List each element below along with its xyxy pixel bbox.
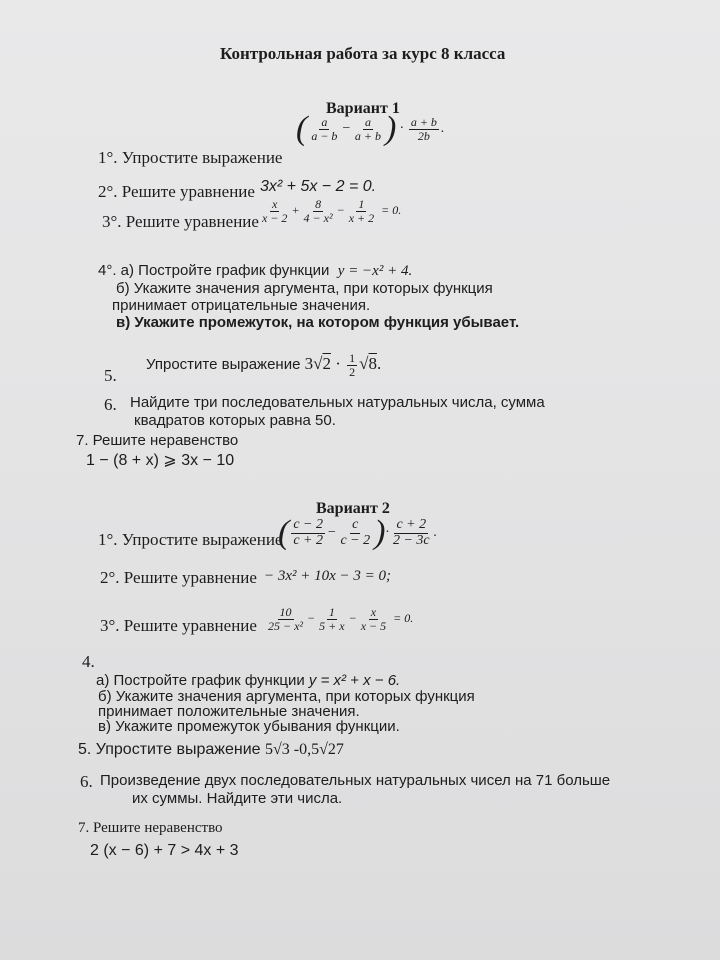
- v1-q6-line1: Найдите три последовательных натуральных числа, сумма: [130, 394, 545, 411]
- v1-q1-label: 1°. Упростите выражение: [98, 148, 283, 167]
- v1-q4-c: в) Укажите промежуток, на котором функция убывает.: [116, 314, 520, 331]
- v1-q6-number: 6.: [104, 395, 117, 414]
- v2-q4-b-line2: принимает положительные значения.: [98, 703, 360, 720]
- v1-q4-a: 4°. а) Постройте график функции y = −x² + 4.: [98, 262, 413, 279]
- variant-1-heading: Вариант 1: [326, 100, 400, 117]
- page-title: Контрольная работа за курс 8 класса: [220, 44, 506, 63]
- v2-q6-line2: их суммы. Найдите эти числа.: [132, 790, 343, 807]
- v2-q3-equation: $\frac{10}{\text{25 − x²}}$ − $\frac{1}{5 + x}$ − $\frac{x}{x - 5}$ = 0.: [268, 605, 414, 633]
- v1-q7-label: 7. Решите неравенство: [76, 432, 239, 449]
- v2-q2-equation: − 3x² + 10x − 3 = 0;: [264, 568, 392, 584]
- v1-q5-number: 5.: [104, 366, 117, 385]
- variant-2-heading: Вариант 2: [316, 500, 390, 517]
- v2-q5-expression: 5. Упростите выражение 5√3 -0,5√27: [78, 741, 344, 758]
- v2-q4-a: а) Постройте график функции y = x² + x − 6.: [96, 672, 401, 689]
- v2-q6-line1: Произведение двух последовательных натуральных чисел на 71 больше: [100, 772, 611, 789]
- v2-q3-label: 3°. Решите уравнение: [100, 616, 257, 635]
- v2-q1-label: 1°. Упростите выражение: [98, 530, 283, 549]
- v1-q1-expression: ( $\frac{a}{a - b}$ − $\frac{a}{a + b}$ ) · $\frac{a + b}{2b}$ .: [296, 110, 445, 147]
- v1-q5-expression: Упростите выражение 3√2 · $\frac{1}{2}$ √8.: [146, 351, 382, 379]
- v2-q7-inequality: 2 (x − 6) + 7 > 4x + 3: [90, 842, 239, 859]
- v2-q7-label: 7. Решите неравенство: [78, 820, 223, 836]
- v2-q6-number: 6.: [80, 772, 93, 791]
- v2-q2-label: 2°. Решите уравнение: [100, 568, 257, 587]
- v2-q4-b-line1: б) Укажите значения аргумента, при которых функция: [98, 688, 475, 705]
- v1-q2-equation: 3x² + 5x − 2 = 0.: [260, 178, 377, 195]
- v1-q2-label: 2°. Решите уравнение: [98, 182, 255, 201]
- v1-q3-label: 3°. Решите уравнение: [102, 212, 259, 231]
- v2-q1-expression: ( $\frac{c - 2}{c + 2}$ − $\frac{c}{c - 2}$ )· $\frac{c + 2}{2 - 3c}$ .: [278, 514, 438, 551]
- v1-q7-inequality: 1 − (8 + x) ⩾ 3x − 10: [86, 452, 235, 469]
- v1-q4-b-line2: принимает отрицательные значения.: [112, 297, 371, 314]
- v2-q4-c: в) Укажите промежуток убывания функции.: [98, 718, 400, 735]
- v1-q6-line2: квадратов которых равна 50.: [134, 412, 336, 429]
- v2-q4-number: 4.: [82, 652, 95, 671]
- v1-q4-b-line1: б) Укажите значения аргумента, при которых функция: [116, 280, 493, 297]
- v1-q3-equation: $\frac{x}{x - 2}$ + $\frac{8}{\text{4 − x²}}$ − $\frac{1}{x + 2}$ = 0.: [262, 197, 402, 225]
